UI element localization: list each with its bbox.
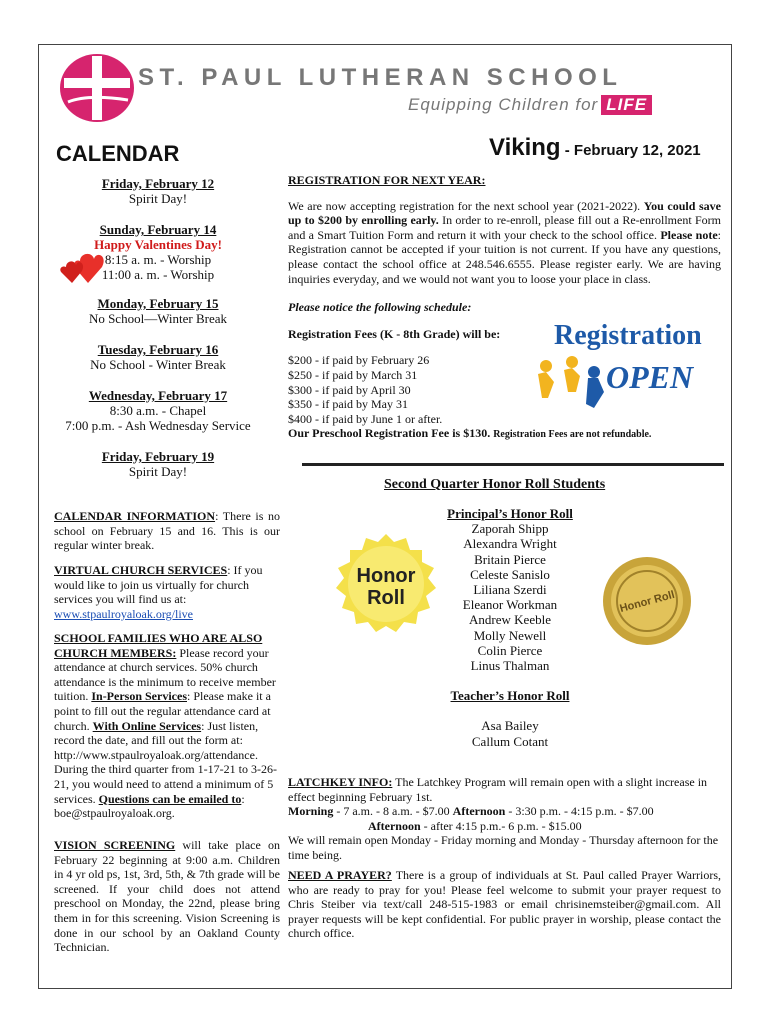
student-name: Liliana Szerdi [473, 582, 547, 598]
latchkey-intro [288, 775, 721, 804]
fee-item: $300 - if paid by April 30 [288, 382, 411, 397]
honor-roll-title: Second Quarter Honor Roll Students [384, 477, 606, 492]
latchkey-body: The Latchkey Program will remain open with a slight increase in effect beginning February 1st. [288, 775, 708, 804]
morning-label: Morning [288, 804, 334, 819]
registration-text: In order to re-enroll, please fill out a Re-enrollment Form and a Smart Tuition Form and return it with your check to the school office. [288, 213, 721, 242]
emailed-heading: Questions can be emailed to [98, 791, 242, 806]
virtual-services [54, 563, 280, 621]
school-tagline [408, 95, 652, 115]
registration-paragraph [288, 199, 721, 287]
principal-honor-heading: Principal’s Honor Roll [447, 506, 573, 521]
vision-body: will take place on February 22 beginning at 9:00 a.m. Children in 4 yr old ps, 1st, 3rd, 5th, & 7th grade will be screened. If your child does not attend preschool on Monday, the 22nd, please bring them in for this screening. Vision Screening is done in our school by an Oakland County Technician. [54, 838, 281, 955]
calendar-entry [44, 176, 272, 206]
section-divider [302, 463, 724, 466]
calendar-entry [44, 342, 272, 372]
families-body: : Please make it a point to fill out the regular attendance card at church. [54, 689, 271, 733]
student-name: Zaporah Shipp [471, 521, 549, 537]
latchkey-rates [288, 819, 721, 834]
seal-right-word: Honor Roll [618, 588, 676, 616]
student-name: Linus Thalman [470, 658, 550, 674]
hearts-icon [52, 245, 106, 293]
live-stream-link[interactable]: www.stpaulroyaloak.org/live [54, 606, 193, 621]
registration-text: We are now accepting registration for the next school year (2021-2022). [288, 198, 644, 213]
prayer-section [288, 868, 721, 941]
calendar-entry [44, 296, 272, 326]
latchkey-heading: LATCHKEY INFO: [288, 775, 393, 789]
student-name: Molly Newell [473, 627, 547, 643]
cal-info-heading: CALENDAR INFORMATION [54, 509, 216, 523]
fee-item: $350 - if paid by May 31 [288, 397, 408, 412]
student-name: Colin Pierce [477, 642, 543, 658]
student-name: Andrew Keeble [469, 612, 551, 628]
seal-left-word: Roll [367, 587, 405, 609]
vision-heading: VISION SCREENING [54, 838, 176, 852]
afternoon-rate: - 3:30 p.m. - 4:15 p.m. - $7.00 [505, 804, 654, 819]
honor-roll-seal-left [334, 532, 438, 636]
virtual-heading: VIRTUAL CHURCH SERVICES [54, 563, 228, 577]
honor-roll-seal-right [602, 556, 692, 646]
calendar-line: 8:30 a.m. - Chapel [109, 403, 207, 418]
fees-heading: Registration Fees (K - 8th Grade) will be: [288, 326, 501, 341]
cal-info-body: : There is no school on February 15 and 16. This is our regular winter break. [54, 509, 280, 553]
student-name: Eleanor Workman [462, 597, 558, 613]
calendar-line: Spirit Day! [128, 191, 188, 206]
calendar-list [44, 176, 272, 491]
school-name: ST. PAUL LUTHERAN SCHOOL [138, 64, 623, 91]
families-body: : boe@stpaulroyaloak.org. [54, 791, 245, 821]
afternoon-late-label: Afternoon [368, 818, 421, 833]
preschool-fee [288, 426, 721, 443]
student-name: Alexandra Wright [463, 536, 557, 552]
registration-heading: REGISTRATION FOR NEXT YEAR: [288, 173, 486, 187]
school-logo-cross [58, 52, 136, 124]
calendar-day: Sunday, February 14 [99, 222, 217, 237]
tagline-text: Equipping Children for [408, 95, 599, 114]
school-families-info [54, 631, 280, 821]
latchkey-rates [288, 804, 721, 819]
calendar-day: Friday, February 12 [101, 176, 215, 191]
calendar-information [54, 509, 280, 553]
calendar-line: No School - Winter Break [90, 357, 226, 372]
preschool-fee-text: Our Preschool Registration Fee is $130. [288, 426, 491, 441]
seal-left-word: Honor [356, 565, 416, 587]
families-body: : Just listen, record the date, and fill out the form at: http://www.stpaulroyaloak.org/attendance. During the third quarter from 1-17-21 to 3-26-21, you would need to attend a minimum of 5 services. [54, 718, 277, 806]
registration-text: : Registration cannot be accepted if your tuition is not current. If you have any questions, please contact the school office at 248.546.6555. Please register early. We are having inquiries everyday, and we would not want you to loose your place in class. [288, 227, 722, 286]
calendar-line: 11:00 a. m. - Worship [101, 267, 215, 282]
calendar-line: 8:15 a. m. - Worship [104, 252, 212, 267]
prayer-body: There is a group of individuals at St. Paul called Prayer Warriors, who are ready to pray for you! Please feel welcome to submit your prayer request to Chris Steiber via text/call 248-515-1983 or email chrisinemsteiber@gmail.com. All prayer requests will be kept confidential. For public prayer in worship, please contact the church office. [288, 868, 722, 941]
newsletter-title [489, 134, 701, 162]
valentines-highlight: Happy Valentines Day! [94, 237, 222, 252]
fee-item: $400 - if paid by June 1 or after. [288, 411, 443, 426]
morning-rate: - 7 a.m. - 8 a.m. - $7.00 [333, 804, 453, 819]
fee-item: $250 - if paid by March 31 [288, 367, 418, 382]
calendar-title: CALENDAR [56, 141, 180, 166]
vision-screening [54, 838, 280, 955]
calendar-line: 7:00 p.m. - Ash Wednesday Service [65, 418, 251, 433]
student-name: Callum Cotant [471, 733, 549, 749]
families-body: Please record your attendance at church services. 50% church attendance is the minimum to receive member tuition. [54, 645, 276, 704]
nonrefund-note: Registration Fees are not refundable. [493, 429, 652, 441]
registration-logo-word: Registration [554, 320, 702, 351]
prayer-heading: NEED A PRAYER? [288, 868, 392, 882]
teacher-honor-heading: Teacher’s Honor Roll [450, 688, 570, 704]
calendar-day: Tuesday, February 16 [97, 342, 219, 357]
student-name: Britain Pierce [474, 551, 546, 567]
newsletter-date: - February 12, 2021 [560, 142, 701, 159]
afternoon-late-rate: - after 4:15 p.m.- 6 p.m. - $15.00 [420, 818, 582, 833]
calendar-day: Wednesday, February 17 [88, 388, 228, 403]
schedule-note: Please notice the following schedule: [288, 300, 472, 315]
calendar-entry [44, 388, 272, 433]
newsletter-name: Viking [489, 134, 561, 161]
latchkey-closing: We will remain open Monday - Friday morning and Monday - Thursday afternoon for the time being. [288, 833, 719, 862]
calendar-line: Spirit Day! [128, 464, 188, 479]
registration-savings: You could save up to $200 by enrolling early. [288, 198, 721, 228]
fee-item: $200 - if paid by February 26 [288, 353, 430, 368]
honor-roll-list [420, 506, 600, 749]
calendar-day: Monday, February 15 [97, 296, 219, 311]
registration-note-label: Please note [660, 227, 718, 242]
calendar-line: No School—Winter Break [88, 311, 228, 326]
afternoon-label: Afternoon [452, 804, 506, 819]
online-heading: With Online Services [92, 718, 202, 733]
virtual-body: : If you would like to join us virtually for church services you will find us at: [54, 563, 263, 607]
calendar-day: Friday, February 19 [101, 449, 215, 464]
families-heading: SCHOOL FAMILIES WHO ARE ALSO CHURCH MEMBERS: [54, 631, 263, 660]
student-name: Asa Bailey [481, 718, 539, 734]
open-logo-word: OPEN [606, 359, 694, 395]
inperson-heading: In-Person Services [91, 689, 187, 704]
life-badge: LIFE [601, 95, 652, 115]
calendar-entry [44, 449, 272, 479]
student-name: Celeste Sanislo [470, 566, 550, 582]
registration-open-logo [532, 312, 722, 416]
latchkey-section [288, 775, 721, 863]
